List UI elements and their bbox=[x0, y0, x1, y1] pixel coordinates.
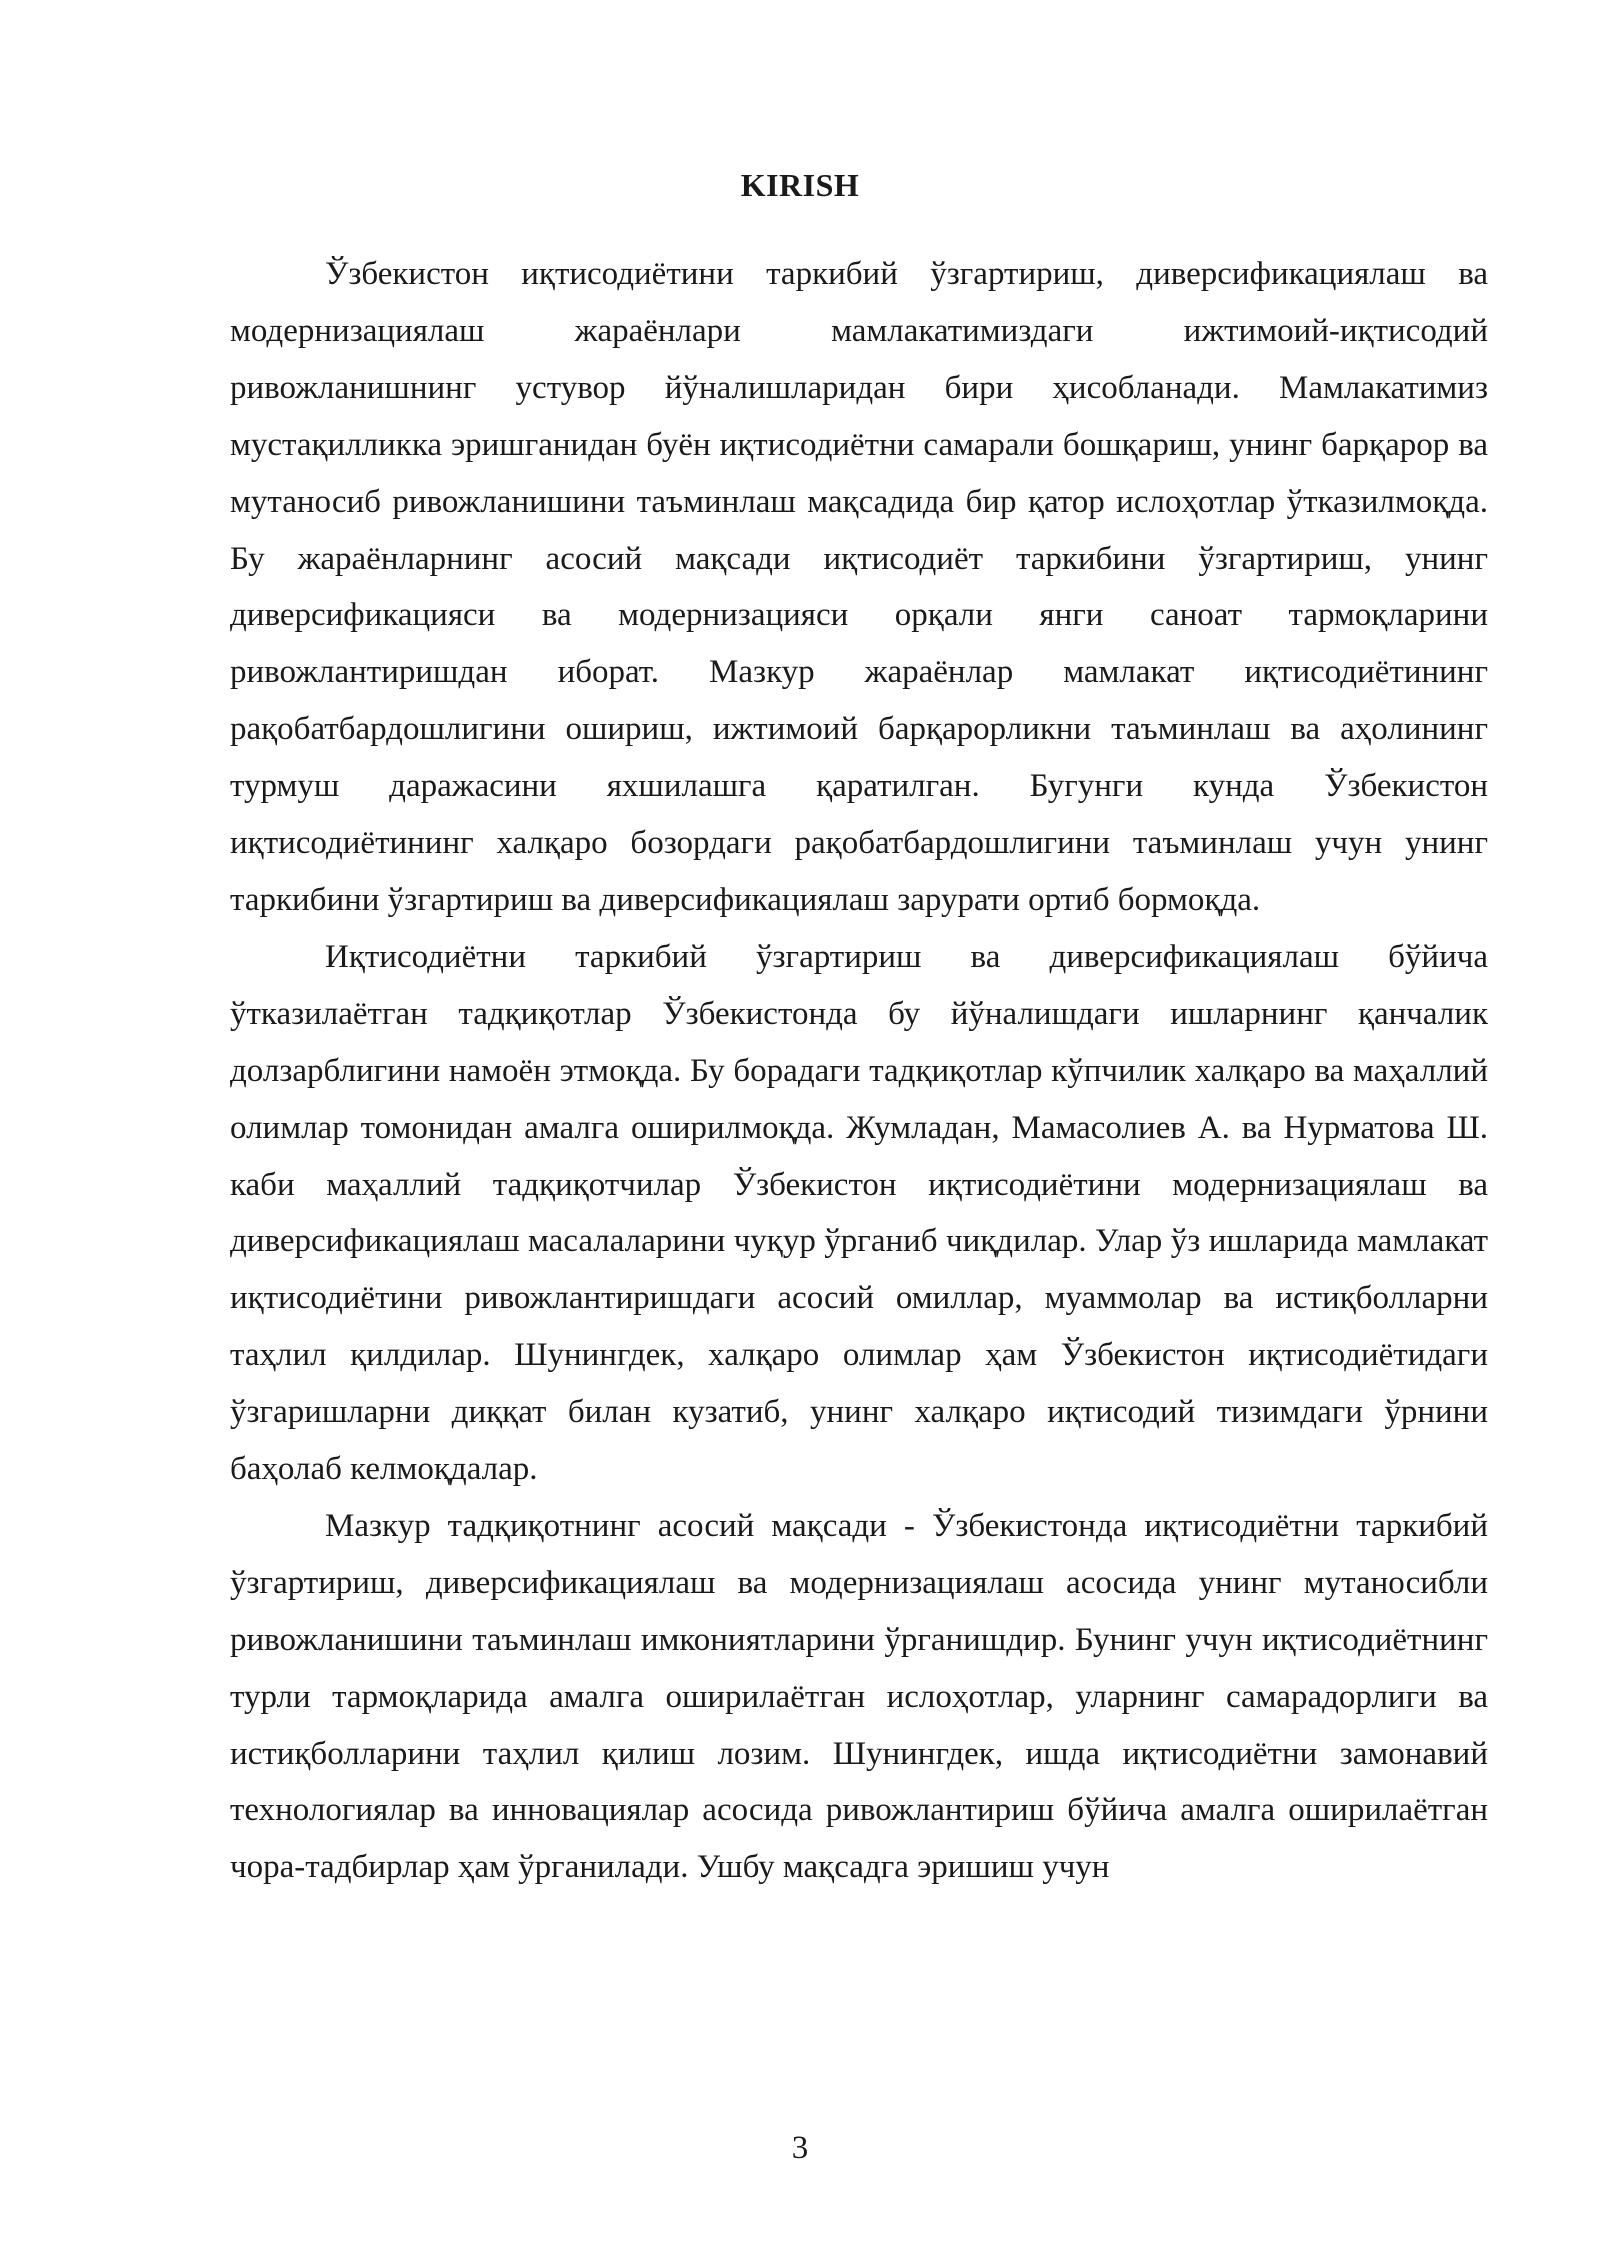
section-title: KIRISH bbox=[740, 167, 860, 203]
paragraph-2: Иқтисодиётни таркибий ўзгартириш ва диверсификациялаш бўйича ўтказилаётган тадқиқотлар Ўзбекистонда бу йўналишдаги ишларнинг қанчалик долзарблигини намоён этмоқда. Бу борадаги тадқиқотлар кўпчилик халқаро ва маҳаллий олимлар томонидан амалга оширилмоқда. Жумладан, Мамасолиев А. ва Нурматова Ш. каби маҳаллий тадқиқотчилар Ўзбекистон иқтисодиётини модернизациялаш ва диверсификациялаш масалаларини чуқур ўрганиб чиқдилар. Улар ўз ишларида мамлакат иқтисодиётини ривожлантиришдаги асосий омиллар, муаммолар ва истиқболларни таҳлил қилдилар. Шунингдек, халқаро олимлар ҳам Ўзбекистон иқтисодиётидаги ўзгаришларни диққат билан кузатиб, унинг халқаро иқтисодий тизимдаги ўрнини баҳолаб келмоқдалар. bbox=[230, 938, 1488, 1488]
body-text bbox=[230, 246, 1488, 1896]
page-number: 3 bbox=[791, 2130, 809, 2166]
paragraph-3: Мазкур тадқиқотнинг асосий мақсади - Ўзбекистонда иқтисодиётни таркибий ўзгартириш, диверсификациялаш ва модернизациялаш асосида унинг мутаносибли ривожланишини таъминлаш имкониятларини ўрганишдир. Бунинг учун иқтисодиётнинг турли тармоқларида амалга оширилаётган ислоҳотлар, уларнинг самарадорлиги ва истиқболларини таҳлил қилиш лозим. Шунингдек, ишда иқтисодиётни замонавий технологиялар ва инновациялар асосида ривожлантириш бўйича амалга оширилаётган чора-тадбирлар ҳам ўрганилади. Ушбу мақсадга эришиш учун bbox=[230, 1507, 1488, 1886]
paragraph-1: Ўзбекистон иқтисодиётини таркибий ўзгартириш, диверсификациялаш ва модернизациялаш жараёнлари мамлакатимиздаги ижтимоий-иқтисодий ривожланишнинг устувор йўналишларидан бири ҳисобланади. Мамлакатимиз мустақилликка эришганидан буён иқтисодиётни самарали бошқариш, унинг барқарор ва мутаносиб ривожланишини таъминлаш мақсадида бир қатор ислоҳотлар ўтказилмоқда. Бу жараёнларнинг асосий мақсади иқтисодиёт таркибини ўзгартириш, унинг диверсификацияси ва модернизацияси орқали янги саноат тармоқларини ривожлантиришдан иборат. Мазкур жараёнлар мамлакат иқтисодиётининг рақобатбардошлигини ошириш, ижтимоий барқарорликни таъминлаш ва аҳолининг турмуш даражасини яхшилашга қаратилган. Бугунги кунда Ўзбекистон иқтисодиётининг халқаро бозордаги рақобатбардошлигини таъминлаш учун унинг таркибини ўзгартириш ва диверсификациялаш зарурати ортиб бормоқда. bbox=[230, 256, 1488, 918]
